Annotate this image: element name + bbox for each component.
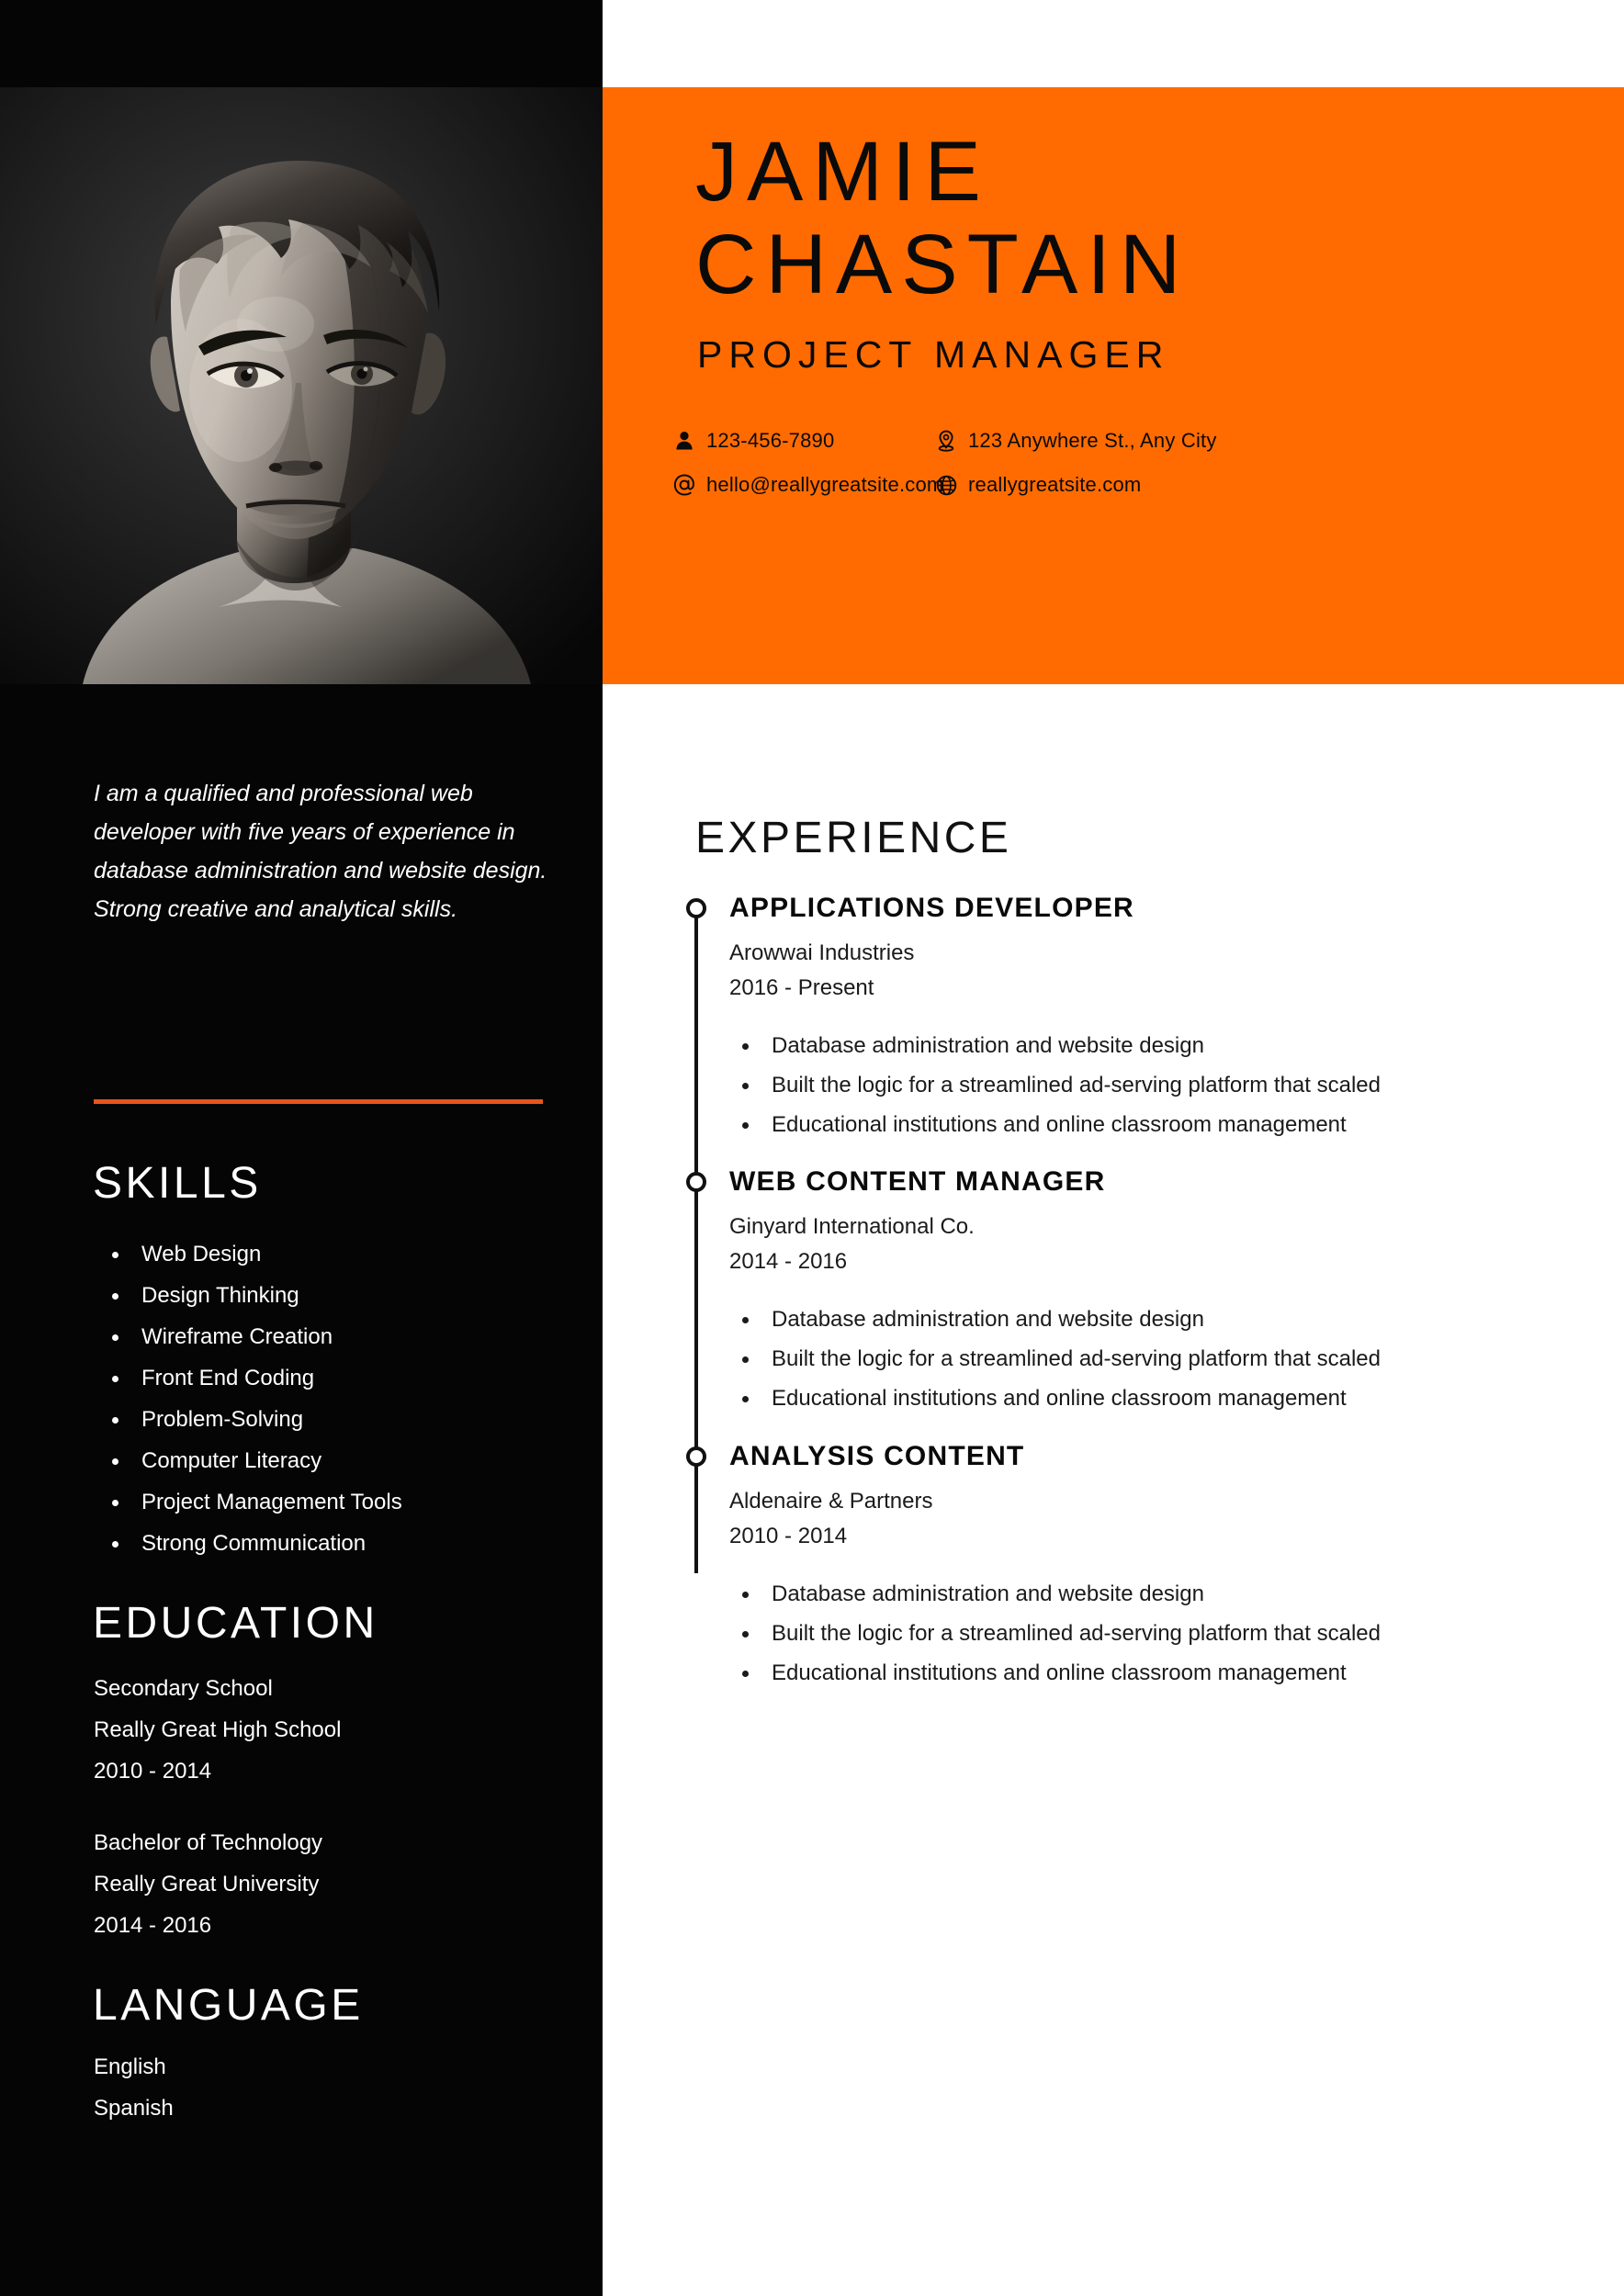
first-name: JAMIE bbox=[695, 125, 990, 219]
education-entry bbox=[94, 1668, 571, 1792]
education-dates: 2014 - 2016 bbox=[94, 1913, 212, 1938]
person-icon bbox=[672, 429, 696, 453]
contact-address[interactable] bbox=[934, 429, 1545, 453]
contact-address-text: 123 Anywhere St., Any City bbox=[968, 429, 1217, 452]
globe-icon bbox=[934, 473, 958, 497]
list-item: Built the logic for a streamlined ad-serving platform that scaled bbox=[729, 1339, 1464, 1379]
list-item: English bbox=[94, 2054, 166, 2079]
list-item: Educational institutions and online classroom management bbox=[729, 1105, 1464, 1144]
job-dates: 2010 - 2014 bbox=[729, 1524, 848, 1548]
job-company: Ginyard International Co. bbox=[729, 1214, 975, 1239]
list-item: Strong Communication bbox=[101, 1523, 570, 1564]
list-item: Educational institutions and online classroom management bbox=[729, 1379, 1464, 1418]
job-title: APPLICATIONS DEVELOPER bbox=[729, 893, 1134, 923]
education-entry bbox=[94, 1822, 571, 1946]
full-name bbox=[695, 126, 1190, 311]
list-item: Design Thinking bbox=[101, 1275, 570, 1316]
location-pin-icon bbox=[934, 429, 958, 453]
education-degree: Secondary School bbox=[94, 1676, 273, 1701]
contact-info bbox=[672, 429, 1545, 497]
list-item: Built the logic for a streamlined ad-serving platform that scaled bbox=[729, 1065, 1464, 1105]
list-item: Database administration and website design bbox=[729, 1574, 1464, 1614]
list-item: Problem-Solving bbox=[101, 1399, 570, 1440]
language-heading: LANGUAGE bbox=[93, 1981, 364, 2030]
list-item: Database administration and website design bbox=[729, 1300, 1464, 1339]
education-dates: 2010 - 2014 bbox=[94, 1759, 212, 1784]
job-title: WEB CONTENT MANAGER bbox=[729, 1166, 1106, 1197]
timeline-dot-icon bbox=[686, 1446, 706, 1467]
job-bullets bbox=[729, 1574, 1464, 1693]
education-list bbox=[94, 1668, 571, 1976]
experience-entry bbox=[729, 1438, 1510, 1693]
contact-email[interactable] bbox=[672, 473, 944, 497]
list-item: Spanish bbox=[94, 2096, 174, 2121]
language-list bbox=[94, 2046, 479, 2129]
last-name: CHASTAIN bbox=[695, 218, 1190, 311]
at-sign-icon bbox=[672, 473, 696, 497]
experience-entry bbox=[729, 1164, 1510, 1418]
header-band bbox=[603, 87, 1624, 684]
portrait-illustration bbox=[0, 87, 603, 684]
skills-heading: SKILLS bbox=[93, 1159, 262, 1208]
job-dates: 2014 - 2016 bbox=[729, 1249, 848, 1274]
job-bullets bbox=[729, 1026, 1464, 1144]
job-dates: 2016 - Present bbox=[729, 975, 874, 1000]
contact-email-text: hello@reallygreatsite.com bbox=[706, 473, 944, 496]
skills-list bbox=[101, 1233, 570, 1564]
job-title: ANALYSIS CONTENT bbox=[729, 1441, 1025, 1471]
list-item: Database administration and website design bbox=[729, 1026, 1464, 1065]
education-institution: Really Great High School bbox=[94, 1717, 342, 1742]
list-item: Built the logic for a streamlined ad-serving platform that scaled bbox=[729, 1614, 1464, 1653]
contact-website-text: reallygreatsite.com bbox=[968, 473, 1142, 496]
education-heading: EDUCATION bbox=[93, 1599, 378, 1648]
education-institution: Really Great University bbox=[94, 1872, 320, 1896]
list-item: Project Management Tools bbox=[101, 1481, 570, 1523]
list-item: Front End Coding bbox=[101, 1357, 570, 1399]
contact-phone-text: 123-456-7890 bbox=[706, 429, 835, 452]
experience-panel bbox=[603, 684, 1624, 2296]
list-item: Computer Literacy bbox=[101, 1440, 570, 1481]
experience-entry bbox=[729, 890, 1510, 1144]
experience-heading: EXPERIENCE bbox=[695, 814, 1012, 862]
job-bullets bbox=[729, 1300, 1464, 1418]
job-company: Aldenaire & Partners bbox=[729, 1489, 933, 1514]
profile-summary: I am a qualified and professional web developer with five years of experience in database administration and website design. Strong creative and analytical skills. bbox=[94, 781, 547, 922]
timeline-dot-icon bbox=[686, 898, 706, 918]
list-item: Educational institutions and online classroom management bbox=[729, 1653, 1464, 1693]
timeline-line bbox=[694, 907, 698, 1573]
job-title: PROJECT MANAGER bbox=[697, 333, 1170, 376]
list-item: Web Design bbox=[101, 1233, 570, 1275]
list-item: Wireframe Creation bbox=[101, 1316, 570, 1357]
education-degree: Bachelor of Technology bbox=[94, 1830, 323, 1855]
timeline-dot-icon bbox=[686, 1172, 706, 1192]
sidebar-divider bbox=[94, 1099, 543, 1104]
profile-photo bbox=[0, 87, 603, 684]
contact-phone[interactable] bbox=[672, 429, 934, 453]
contact-website[interactable] bbox=[934, 473, 1545, 497]
job-company: Arowwai Industries bbox=[729, 940, 915, 965]
